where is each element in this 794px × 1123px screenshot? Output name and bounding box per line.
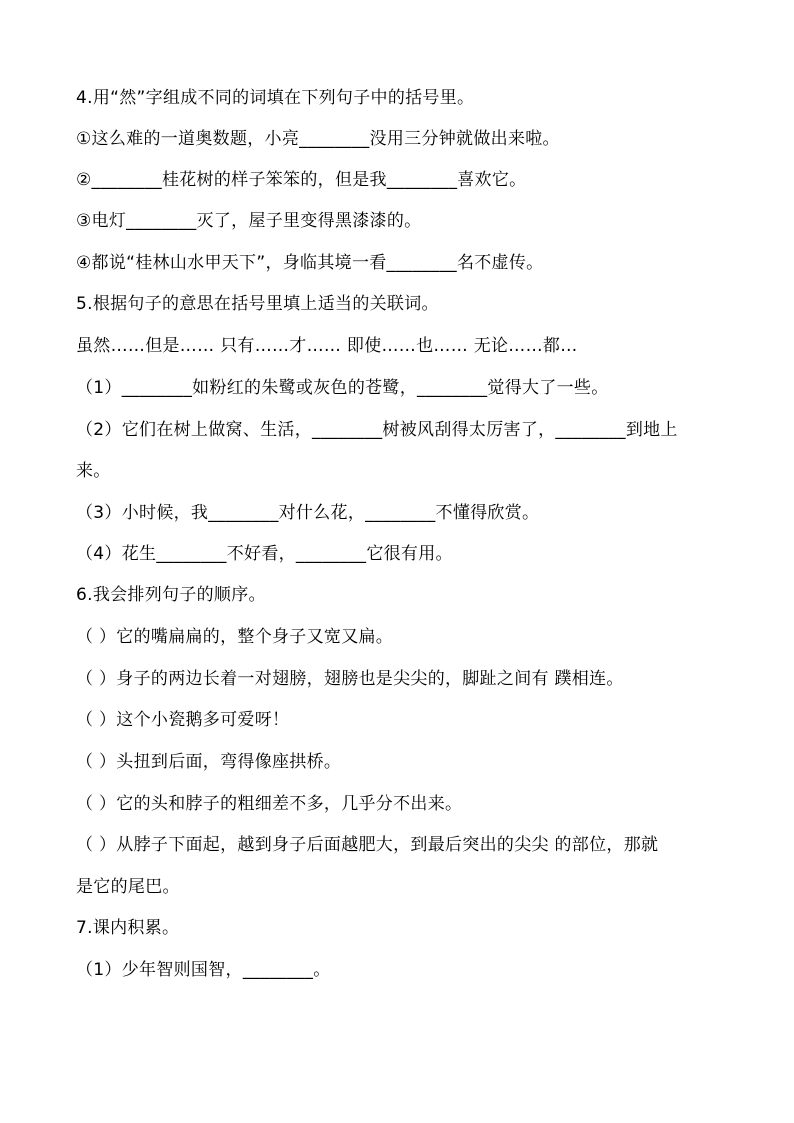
section-6-item-3: （ ）这个小瓷鹅多可爱呀！ <box>76 710 290 730</box>
section-5-item-1: （1）________如粉红的朱鹭或灰色的苍鹭，________觉得大了一些。 <box>76 378 609 398</box>
section-5-title: 5.根据句子的意思在括号里填上适当的关联词。 <box>76 294 439 314</box>
section-4-item-2: ②________桂花树的样子笨笨的，但是我________喜欢它。 <box>76 170 527 190</box>
section-6-item-1: （ ）它的嘴扁扁的，整个身子又宽又扁。 <box>76 627 394 647</box>
section-4-item-3: ③电灯________灭了，屋子里变得黑漆漆的。 <box>76 211 422 231</box>
section-5-item-2-continued: 来。 <box>76 461 111 481</box>
section-6-title: 6.我会排列句子的顺序。 <box>76 585 266 605</box>
section-7-title: 7.课内积累。 <box>76 918 180 938</box>
section-4-title: 4.用“然”字组成不同的词填在下列句子中的括号里。 <box>76 88 475 108</box>
section-5-item-4: （4）花生________不好看，________它很有用。 <box>76 544 453 564</box>
section-6-item-6-continued: 是它的尾巴。 <box>76 877 180 897</box>
section-6-item-6: （ ）从脖子下面起，越到身子后面越肥大，到最后突出的尖尖 的部位，那就 <box>76 835 659 855</box>
section-5-item-2: （2）它们在树上做窝、生活，________树被风刮得太厉害了，________到地上 <box>76 420 678 440</box>
section-7-item-1: （1）少年智则国智，________。 <box>76 960 331 980</box>
section-5-item-3: （3）小时候，我________对什么花，________不懂得欣赏。 <box>76 503 540 523</box>
section-4-item-1: ①这么难的一道奥数题，小亮________没用三分钟就做出来啦。 <box>76 129 560 149</box>
section-6-item-5: （ ）它的头和脖子的粗细差不多，几乎分不出来。 <box>76 794 463 814</box>
section-6-item-2: （ ）身子的两边长着一对翅膀，翅膀也是尖尖的，脚趾之间有 蹼相连。 <box>76 669 624 689</box>
section-4-item-4: ④都说“桂林山水甲天下”，身临其境一看________名不虚传。 <box>76 253 544 273</box>
section-6-item-4: （ ）头扭到后面，弯得像座拱桥。 <box>76 752 342 772</box>
section-5-options: 虽然……但是…… 只有……才…… 即使……也…… 无论……都… <box>76 336 578 356</box>
